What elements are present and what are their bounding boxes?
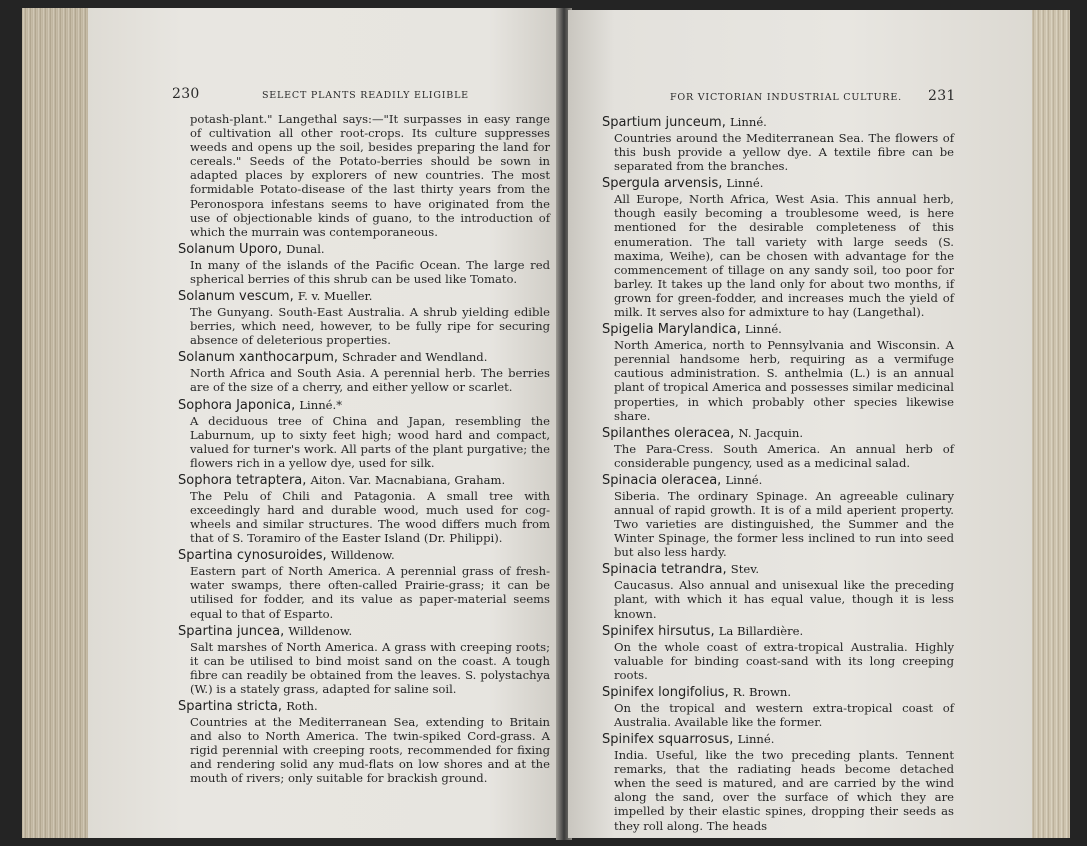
- entry-text: The Pelu of Chili and Patagonia. A small tree with exceedingly hard and durable wood, much used for cog-wheels and similar structures. The wood differs much from that of S. Toramiro of the Easter Island (Dr. Philippi).: [190, 488, 550, 546]
- entry-authority: Stev.: [730, 562, 760, 577]
- entry-authority: Willdenow.: [330, 548, 395, 563]
- entry-text: Eastern part of North America. A perennial grass of fresh-water swamps, there often-called Prairie-grass; it can be utilised for fodder, and its value as paper-material seems equal to that of Esparto.: [190, 564, 550, 621]
- left-entry: [178, 623, 550, 696]
- right-running-head: FOR VICTORIAN INDUSTRIAL CULTURE.: [670, 92, 902, 103]
- right-entry: [602, 623, 954, 682]
- right-entry: [602, 561, 954, 621]
- right-entry: [602, 425, 954, 470]
- entry-authority: N. Jacquin.: [738, 425, 804, 440]
- left-entry: [178, 349, 550, 395]
- entry-text: Countries around the Mediterranean Sea. The flowers of this bush provide a yellow dye. A textile fibre can be separated from the branches.: [614, 131, 954, 174]
- right-page: [568, 10, 1032, 838]
- entry-authority: Linné.: [729, 115, 767, 129]
- entry-text: Countries at the Mediterranean Sea, extending to Britain and also to North America. The twin-spiked Cord-grass. A rigid perennial with creeping roots, recommended for fixing and rendering solid any mud-flats on low shores and at the mouth of rivers; only suitable for brackish ground.: [190, 715, 550, 786]
- left-entry: [178, 288, 550, 348]
- left-entry: [178, 397, 550, 470]
- entry-name: Spilanthes oleracea,: [602, 425, 735, 441]
- right-entry: [602, 175, 954, 320]
- left-intro-paragraph: potash-plant." Langethal says:—"It surpasses in easy range of cultivation all other root-crops. Its culture suppresses weeds and opens up the soil, besides preparing the land for cereals." Seeds of the Potato-berries should be sown in adapted places by explorers of new countries. The most formidable Potato-disease of the last thirty years from the Peronospora infestans seems to have originated from the use of objectionable kinds of guano, to the introduction of which the murrain was contemporaneous.: [190, 112, 550, 239]
- entry-text: Siberia. The ordinary Spinage. An agreeable culinary annual of rapid growth. It is of a mild aperient property. Two varieties are distinguished, the Summer and the Winter Spinage, the former less inclined to run into seed but also less hardy.: [614, 488, 954, 560]
- entry-text: In many of the islands of the Pacific Ocean. The large red spherical berries of this shrub can be used like Tomato.: [190, 257, 550, 286]
- left-entry: [178, 547, 550, 621]
- right-page-number: 231: [928, 88, 956, 104]
- entry-name: Spinacia oleracea,: [602, 472, 722, 488]
- entry-text: A deciduous tree of China and Japan, resembling the Laburnum, up to sixty feet high; wood hard and compact, valued for turner's work. All parts of the plant purgative; the flowers rich in a yellow dye, used for silk.: [190, 413, 550, 470]
- entry-authority: Linné.: [737, 732, 775, 747]
- entry-text: On the tropical and western extra-tropical coast of Australia. Available like the former.: [614, 700, 954, 729]
- entry-name: Spinifex squarrosus,: [602, 732, 734, 748]
- entry-authority: Aiton. Var. Macnabiana, Graham.: [310, 472, 506, 487]
- left-entry: [178, 241, 550, 286]
- entry-name: Spartina juncea,: [178, 623, 285, 639]
- entry-name: Solanum vescum,: [178, 289, 294, 305]
- right-column: [602, 114, 954, 835]
- entry-name: Spigelia Marylandica,: [602, 322, 741, 338]
- entry-text: On the whole coast of extra-tropical Australia. Highly valuable for binding coast-sand with its long creeping roots.: [614, 639, 954, 682]
- entry-name: Spergula arvensis,: [602, 176, 723, 192]
- entry-text: The Para-Cress. South America. An annual herb of considerable pungency, used as a medicinal salad.: [614, 441, 954, 470]
- left-page-header: [172, 88, 532, 108]
- entry-authority: La Billardière.: [718, 623, 804, 638]
- entry-text: North America, north to Pennsylvania and Wisconsin. A perennial handsome herb, requiring as a vermifuge cautious administration. S. anthelmia (L.) is an annual plant of tropical America and possesses similar medicinal properties, in which probably other species likewise share.: [614, 338, 954, 423]
- right-page-header: [614, 90, 958, 110]
- entry-authority: Linné.: [744, 322, 782, 337]
- entry-text: All Europe, North Africa, West Asia. This annual herb, though easily becoming a troublesome weed, is here mentioned for the desirable completeness of this enumeration. The tall variety with large seeds (S. maxima, Weihe), can be chosen with advantage for the commencement of tillage on any sandy soil, too poor for barley. It takes up the land only for about two months, if grown for green-fodder, and increases much the yield of milk. It serves also for admixture to hay (Langethal).: [614, 192, 954, 320]
- entry-text: India. Useful, like the two preceding plants. Tennent remarks, that the radiating heads become detached when the seed is matured, and are carried by the wind along the sand, over the surface of which they are impelled by their elastic spines, dropping their seeds as they roll along. The heads: [614, 748, 954, 833]
- entry-name: Spartina stricta,: [178, 699, 283, 714]
- entry-name: Solanum xanthocarpum,: [178, 350, 338, 366]
- entry-authority: Dunal.: [286, 241, 325, 256]
- entry-name: Solanum Uporo,: [178, 241, 282, 257]
- entry-name: Sophora tetraptera,: [178, 472, 307, 488]
- entry-authority: Linné.*: [299, 397, 343, 412]
- left-page-number: 230: [172, 86, 200, 102]
- page-edge-left: [22, 8, 92, 838]
- right-entry: [602, 114, 954, 174]
- entry-authority: R. Brown.: [732, 684, 792, 699]
- left-running-head: SELECT PLANTS READILY ELIGIBLE: [262, 90, 469, 101]
- entry-text: The Gunyang. South-East Australia. A shrub yielding edible berries, which need, however, to be fully ripe for securing absence of deleterious properties.: [190, 305, 550, 348]
- entry-authority: Roth.: [286, 699, 318, 713]
- right-entry: [602, 472, 954, 560]
- left-column: [178, 112, 550, 787]
- entry-authority: Schrader and Wendland.: [342, 350, 488, 365]
- entry-name: Spinacia tetrandra,: [602, 562, 727, 578]
- entry-name: Spinifex longifolius,: [602, 684, 729, 700]
- entry-authority: F. v. Mueller.: [297, 289, 373, 304]
- entry-authority: Willdenow.: [288, 623, 353, 638]
- entry-authority: Linné.: [726, 176, 764, 191]
- entry-name: Spartina cynosuroides,: [178, 548, 327, 564]
- right-entry: [602, 684, 954, 729]
- page-edge-right: [1030, 10, 1070, 838]
- entry-name: Spinifex hirsutus,: [602, 623, 715, 639]
- left-entry: [178, 472, 550, 546]
- right-entry: [602, 321, 954, 423]
- entry-text: Caucasus. Also annual and unisexual like the preceding plant, with which it has equal value, though it is less known.: [614, 578, 954, 621]
- right-entry: [602, 731, 954, 833]
- entry-name: Spartium junceum,: [602, 115, 726, 130]
- entry-name: Sophora Japonica,: [178, 397, 296, 413]
- entry-text: Salt marshes of North America. A grass with creeping roots; it can be utilised to bind moist sand on the coast. A tough fibre can readily be obtained from the leaves. S. polystachya (W.) is a stately grass, adapted for saline soil.: [190, 639, 550, 696]
- entry-authority: Linné.: [725, 472, 763, 487]
- entry-text: North Africa and South Asia. A perennial herb. The berries are of the size of a cherry, and either yellow or scarlet.: [190, 366, 550, 395]
- left-entry: [178, 698, 550, 786]
- left-page: [88, 8, 560, 838]
